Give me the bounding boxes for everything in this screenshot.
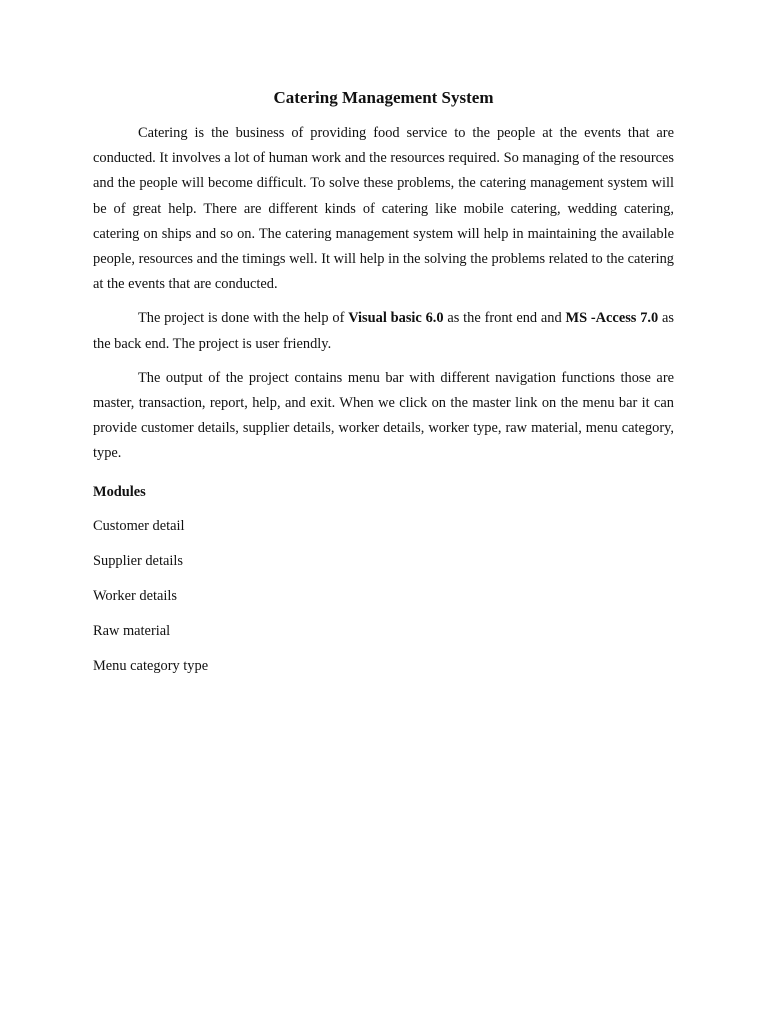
technology-paragraph (93, 306, 674, 356)
technology-text-part3: as the back end. The project is user friendly. (93, 310, 674, 352)
module-item: Worker details (93, 587, 177, 604)
front-end-name: Visual basic 6.0 (348, 310, 444, 327)
module-item: Customer detail (93, 517, 185, 534)
module-item: Raw material (93, 622, 171, 639)
module-item: Menu category type (93, 657, 209, 674)
back-end-name: MS -Access 7.0 (565, 310, 659, 327)
modules-list (93, 516, 674, 677)
modules-heading: Modules (93, 483, 146, 500)
output-paragraph: The output of the project contains menu bar with different navigation functions those are master, transaction, report, help, and exit. When we click on the master link on the menu bar it can provide customer details, supplier details, worker details, worker type, raw material, menu category, type. (93, 369, 674, 462)
technology-text-part1: The project is done with the help of (138, 310, 349, 327)
document-title: Catering Management System (273, 88, 494, 107)
module-item: Supplier details (93, 552, 183, 569)
intro-paragraph: Catering is the business of providing food service to the people at the events that are conducted. It involves a lot of human work and the resources required. So managing of the resources and the people will become difficult. To solve these problems, the catering management system will be of great help. There are different kinds of catering like mobile catering, wedding catering, catering on ships and so on. The catering management system will help in maintaining the available people, resources and the timings well. It will help in the solving the problems related to the catering at the events that are conducted. (93, 125, 674, 293)
technology-text-part2: as the front end and (443, 310, 566, 327)
